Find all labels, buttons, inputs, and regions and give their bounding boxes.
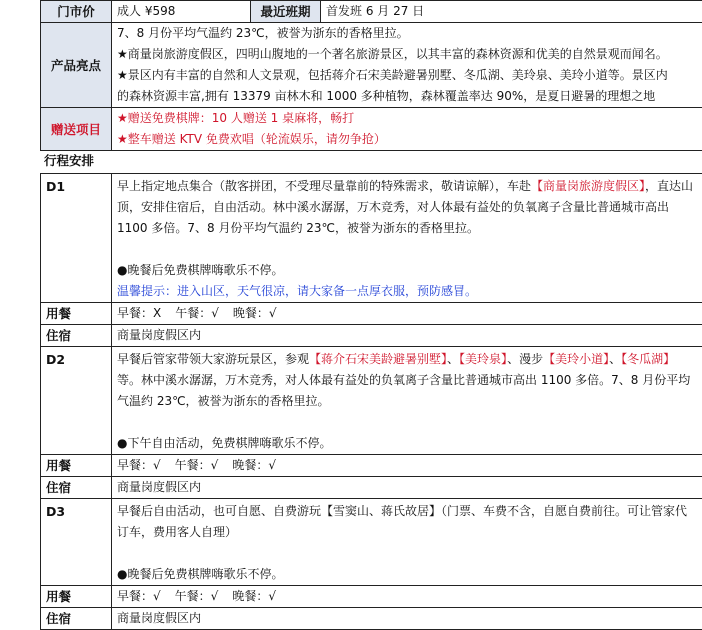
latest-schedule-value: 首发班 6 月 27 日 bbox=[321, 1, 702, 23]
itinerary-table bbox=[40, 173, 702, 630]
product-info-table bbox=[40, 0, 702, 151]
breakfast: 早餐：√ bbox=[117, 455, 161, 476]
meals-d3 bbox=[112, 586, 702, 608]
highlight-place: 【美玲泉】 bbox=[459, 352, 507, 366]
lodging-d3: 商量岗度假区内 bbox=[112, 608, 702, 630]
highlight-place: 【冬瓜湖】 bbox=[621, 352, 675, 366]
highlights-label: 产品亮点 bbox=[41, 23, 112, 108]
day-description-d3 bbox=[112, 499, 702, 586]
gift-line: ★赠送免费棋牌：10 人赠送 1 桌麻将，畅打 bbox=[117, 108, 697, 129]
price-value: 成人 ¥598 bbox=[112, 1, 251, 23]
meal-label: 用餐 bbox=[41, 586, 112, 608]
meal-label: 用餐 bbox=[41, 303, 112, 325]
dinner: 晚餐：√ bbox=[232, 455, 276, 476]
dinner: 晚餐：√ bbox=[233, 303, 277, 324]
day-paragraph: 早餐后自由活动，也可自愿、自费游玩【雪窦山、蒋氏故居】（门票、车费不含，自愿自费前往。可让管家代订车，费用客人自理） bbox=[117, 501, 697, 543]
gift-line: ★整车赠送 KTV 免费欢唱（轮流娱乐，请勿争抢） bbox=[117, 129, 697, 150]
warm-tip: 温馨提示：进入山区，天气很凉，请大家备一点厚衣服，预防感冒。 bbox=[117, 281, 697, 302]
highlight-place: 【商量岗旅游度假区】 bbox=[531, 179, 645, 193]
lodging-label: 住宿 bbox=[41, 608, 112, 630]
day-note: ●晚餐后免费棋牌嗨歌乐不停。 bbox=[117, 260, 697, 281]
lodging-d1: 商量岗度假区内 bbox=[112, 325, 702, 347]
dinner: 晚餐：√ bbox=[232, 586, 276, 607]
meal-label: 用餐 bbox=[41, 455, 112, 477]
highlight-line: ★景区内有丰富的自然和人文景观，包括蒋介石宋美龄避暑别墅、冬瓜湖、美玲泉、美玲小道等。景区内 bbox=[117, 65, 697, 86]
breakfast: 早餐：√ bbox=[117, 586, 161, 607]
day-note: ●下午自由活动，免费棋牌嗨歌乐不停。 bbox=[117, 433, 697, 454]
lodging-label: 住宿 bbox=[41, 477, 112, 499]
lodging-label: 住宿 bbox=[41, 325, 112, 347]
lunch: 午餐：√ bbox=[175, 586, 219, 607]
highlight-line: 7、8 月份平均气温约 23℃，被誉为浙东的香格里拉。 bbox=[117, 23, 697, 44]
day-label-d2: D2 bbox=[41, 347, 112, 455]
gifts-label: 赠送项目 bbox=[41, 108, 112, 151]
meals-d1 bbox=[112, 303, 702, 325]
highlight-line: 的森林资源丰富,拥有 13379 亩林木和 1000 多种植物，森林覆盖率达 90%，是夏日避暑的理想之地 bbox=[117, 86, 697, 107]
gifts-content bbox=[112, 108, 702, 151]
highlight-place: 【美玲小道】 bbox=[543, 352, 609, 366]
highlights-content bbox=[112, 23, 702, 108]
lunch: 午餐：√ bbox=[175, 303, 219, 324]
day-paragraph: 早上指定地点集合（散客拼团，不受理尽量靠前的特殊需求，敬请谅解），车赴【商量岗旅游度假区】，直达山顶，安排住宿后，自由活动。林中溪水潺潺，万木竞秀，对人体最有益处的负氧离子含量比普通城市高出 1100 多倍。7、8 月份平均气温约 23℃，被誉为浙东的香格里拉。 bbox=[117, 176, 697, 239]
day-note: ●晚餐后免费棋牌嗨歌乐不停。 bbox=[117, 564, 697, 585]
latest-schedule-label: 最近班期 bbox=[251, 1, 321, 23]
highlight-place: 【蒋介石宋美龄避暑别墅】 bbox=[309, 352, 447, 366]
day-paragraph: 早餐后管家带领大家游玩景区，参观【蒋介石宋美龄避暑别墅】、【美玲泉】、漫步【美玲小道】、【冬瓜湖】等。林中溪水潺潺，万木竞秀，对人体最有益处的负氧离子含量比普通城市高出 1100 多倍。7、8 月份平均气温约 23℃，被誉为浙东的香格里拉。 bbox=[117, 349, 697, 412]
day-description-d1 bbox=[112, 174, 702, 303]
meals-d2 bbox=[112, 455, 702, 477]
lodging-d2: 商量岗度假区内 bbox=[112, 477, 702, 499]
itinerary-title: 行程安排 bbox=[44, 152, 94, 170]
day-description-d2 bbox=[112, 347, 702, 455]
lunch: 午餐：√ bbox=[175, 455, 219, 476]
breakfast: 早餐：X bbox=[117, 303, 161, 324]
day-label-d3: D3 bbox=[41, 499, 112, 586]
highlight-line: ★商量岗旅游度假区，四明山腹地的一个著名旅游景区，以其丰富的森林资源和优美的自然景观而闻名。 bbox=[117, 44, 697, 65]
price-label: 门市价 bbox=[41, 1, 112, 23]
day-label-d1: D1 bbox=[41, 174, 112, 303]
